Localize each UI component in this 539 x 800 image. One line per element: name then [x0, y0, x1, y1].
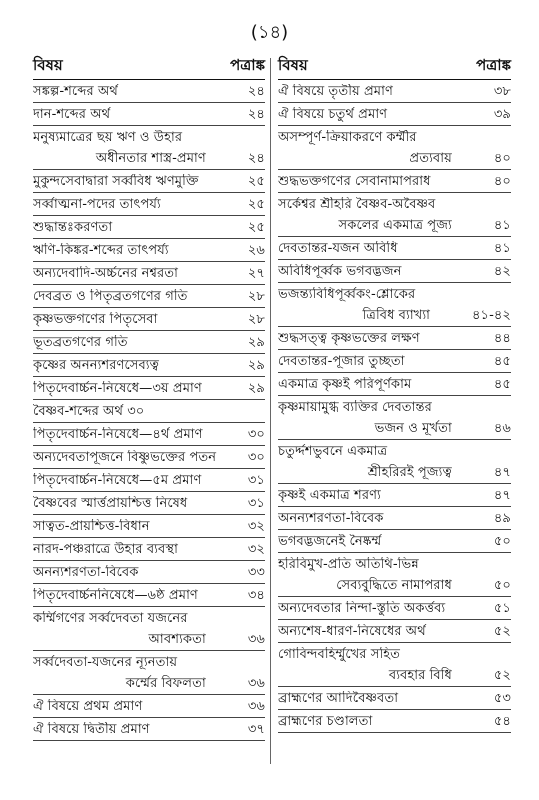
toc-entry	[33, 515, 265, 538]
column-divider	[270, 58, 271, 764]
toc-entry-page: ৪১	[493, 218, 511, 233]
toc-entry-title	[278, 107, 490, 123]
toc-entry	[278, 170, 511, 193]
toc-entry-text: সাত্বত-প্রায়শ্চিত্ত-বিধান	[33, 519, 150, 534]
toc-entry-text: অনন্যশরণতা-বিবেক	[278, 511, 384, 526]
toc-entry-text: সঙ্কল্প-শব্দের অর্থ	[33, 84, 118, 99]
toc-entry-title	[33, 699, 244, 715]
toc-entry-title	[33, 565, 244, 581]
toc-entry	[33, 718, 265, 741]
toc-entry	[278, 484, 511, 507]
toc-entry	[278, 283, 511, 327]
toc-entry	[33, 538, 265, 561]
toc-entry-title	[278, 197, 490, 234]
toc-entry-title	[278, 84, 490, 100]
toc-entry-text: বৈষ্ণবের স্মার্ত্তপ্রায়শ্চিত্ত নিষেধ	[33, 496, 188, 511]
toc-entry-title	[33, 266, 244, 282]
toc-entry-page: ২৮	[247, 289, 265, 304]
page-number: (১৪)	[250, 22, 289, 43]
toc-entry-text: অন্যদেবতাপূজনে বিষ্ণুভক্তের পতন	[33, 450, 217, 465]
toc-entry	[33, 126, 265, 170]
toc-entry-title	[33, 130, 244, 167]
toc-entry	[33, 308, 265, 331]
toc-entry-title	[33, 220, 244, 236]
toc-entry-title	[33, 542, 244, 558]
toc-entry-text-continued: অধীনতার শাস্ত্র-প্রমাণ	[95, 151, 206, 166]
toc-entry-page: ৩০	[247, 450, 265, 465]
toc-entry-page: ২৯	[247, 381, 265, 396]
toc-entry-text: চতুর্দ্দশভুবনে একমাত্র	[278, 444, 388, 459]
toc-entry-text: ঋণি-কিঙ্কর-শব্দের তাৎপর্য্য	[33, 243, 169, 258]
right-entry-list	[278, 80, 511, 733]
page-header: পত্রাঙ্ক	[476, 56, 511, 74]
toc-entry-page: ২৫	[247, 197, 265, 212]
toc-entry-text: অন্যশেষ-ধারণ-নিষেধের অর্থ	[278, 624, 426, 639]
toc-entry-page: ৪৭	[493, 465, 511, 480]
toc-entry	[33, 469, 265, 492]
toc-entry-page: ৩৬	[247, 699, 265, 714]
toc-entry-title	[33, 519, 244, 535]
toc-entry-text: ব্রাহ্মণের চণ্ডালতা	[278, 714, 373, 729]
toc-entry-text: কৃষ্ণভক্তগণের পিতৃসেবা	[33, 312, 158, 327]
toc-entry-page: ৪৪	[493, 331, 511, 346]
toc-entry-page: ৩৩	[247, 565, 265, 580]
toc-entry-page: ৩২	[247, 542, 265, 557]
toc-entry-title	[278, 130, 490, 167]
subject-header: বিষয়	[33, 56, 63, 74]
toc-entry-page: ৩৬	[247, 632, 265, 647]
toc-entry-text: কৃষ্ণই একমাত্র শরণ্য	[278, 488, 381, 503]
toc-entry-text: সর্কেশ্বর শ্রীহরি বৈষ্ণব-অবৈষ্ণব	[278, 197, 436, 212]
toc-entry-page: ৪০	[493, 174, 511, 189]
toc-entry-text: পিতৃদেবার্চ্চননিষেধে—৬ষ্ঠ প্রমাণ	[33, 588, 198, 603]
left-entry-list	[33, 80, 265, 741]
toc-entry-title	[278, 354, 490, 370]
toc-entry-text: দান-শব্দের অর্থ	[33, 107, 111, 122]
toc-entry-text: কর্ম্মিগণের সর্ব্বদেবতা যজনের	[33, 611, 188, 626]
toc-entry-page: ৪৬	[493, 421, 511, 436]
toc-entry-page: ৪১	[493, 241, 511, 256]
toc-entry	[278, 260, 511, 283]
toc-entry-text: অবিধিপূর্ব্বক ভগবদ্ভজন	[278, 264, 402, 279]
right-column-header	[278, 55, 511, 80]
toc-entry-text: গোবিন্দবহির্ম্মুখের সহিত	[278, 647, 401, 662]
toc-entry-page: ৪০	[493, 151, 511, 166]
toc-entry	[33, 377, 265, 400]
toc-entry-page: ৩৬	[247, 676, 265, 691]
toc-entry	[278, 643, 511, 687]
toc-entry-text: শুদ্ধান্তঃকরণতা	[33, 220, 113, 235]
toc-entry-text: ঐ বিষয়ে দ্বিতীয় প্রমাণ	[33, 722, 150, 737]
toc-entry-page: ২৭	[247, 266, 265, 281]
toc-right-column	[278, 55, 511, 733]
toc-entry-text: মুকুন্দসেবাদ্বারা সর্ব্ববিধ ঋণমুক্তি	[33, 174, 199, 189]
toc-entry-title	[33, 174, 244, 190]
toc-entry-title	[278, 264, 490, 280]
toc-entry-page: ৩০	[247, 427, 265, 442]
toc-entry-text: সর্ব্বদেবতা-যজনের ন্যূনতায়	[33, 655, 178, 670]
toc-entry-text: সর্ব্বাত্মনা-পদের তাৎপর্য্য	[33, 197, 161, 212]
toc-entry-page: ৪৭	[493, 488, 511, 503]
toc-entry-page: ৫২	[493, 624, 511, 639]
toc-entry-text-continued: শ্রীহরিরই পূজ্যত্ব	[367, 465, 452, 480]
toc-entry-title	[33, 427, 244, 443]
toc-entry-text: ভূতব্রতগণের গতি	[33, 335, 128, 350]
toc-entry-text-continued: কর্ম্মের বিফলতা	[125, 676, 206, 691]
toc-entry-title	[278, 488, 490, 504]
toc-entry-title	[278, 174, 490, 190]
toc-entry-title	[33, 722, 244, 738]
toc-entry-title	[278, 714, 490, 730]
toc-entry	[33, 446, 265, 469]
toc-entry-text-continued: প্রত্যবায়	[409, 151, 452, 166]
toc-entry-title	[33, 381, 244, 397]
toc-entry-text-continued: ত্রিবিধ ব্যাখ্যা	[362, 308, 430, 323]
toc-entry	[33, 423, 265, 446]
toc-entry-title	[33, 496, 244, 512]
toc-entry-page: ৫০	[493, 578, 511, 593]
toc-entry-title	[33, 588, 244, 604]
toc-entry-page: ৩৮	[493, 84, 511, 99]
toc-entry	[278, 440, 511, 484]
toc-entry	[278, 553, 511, 597]
toc-entry-text: নারদ-পঞ্চরাত্রে উহার ব্যবস্থা	[33, 542, 178, 557]
toc-entry-page: ৩১	[247, 473, 265, 488]
toc-entry-title	[33, 473, 244, 489]
toc-entry-title	[278, 444, 490, 481]
toc-entry	[278, 350, 511, 373]
toc-entry	[33, 170, 265, 193]
toc-entry-text: পিতৃদেবার্চ্চন-নিষেধে—৫ম প্রমাণ	[33, 473, 202, 488]
toc-entry-text: পিতৃদেবার্চ্চন-নিষেধে—৩য় প্রমাণ	[33, 381, 202, 396]
toc-entry-text: ঐ বিষয়ে চতুর্থ প্রমাণ	[278, 107, 388, 122]
toc-entry-text: ব্রাহ্মণের আদিবৈষ্ণবতা	[278, 691, 399, 706]
toc-entry-title	[33, 335, 244, 351]
toc-entry-title	[278, 557, 490, 594]
toc-entry-page: ২৫	[247, 174, 265, 189]
toc-entry	[33, 584, 265, 607]
toc-entry-text: কৃষ্ণমায়ামুগ্ধ ব্যক্তির দেবতান্তর	[278, 400, 432, 415]
toc-entry	[278, 620, 511, 643]
toc-entry-text: বৈষ্ণব-শব্দের অর্থ ৩০	[33, 404, 145, 419]
toc-entry-text: হরিবিমুখ-প্রতি অতিথি-ভিন্ন	[278, 557, 419, 572]
toc-entry-page: ৪৫	[493, 354, 511, 369]
toc-entry-page: ৫২	[493, 668, 511, 683]
page-header: পত্রাঙ্ক	[230, 56, 265, 74]
toc-entry-text: দেবতান্তর-পূজার তুচ্ছতা	[278, 354, 405, 369]
toc-entry-page: ২৪	[247, 84, 265, 99]
toc-entry-page: ২৬	[247, 243, 265, 258]
toc-entry-text: দেবতান্তর-যজন অবিধি	[278, 241, 398, 256]
toc-entry	[278, 530, 511, 553]
toc-entry-page: ৫১	[493, 601, 511, 616]
toc-entry-page: ৪১-৪২	[471, 308, 511, 323]
toc-entry	[278, 237, 511, 260]
toc-entry	[33, 354, 265, 377]
toc-entry-text: অন্যদেবতার নিন্দা-স্তুতি অকর্ত্তব্য	[278, 601, 446, 616]
toc-entry-text: শুদ্ধসত্ত্ব কৃষ্ণভক্তের লক্ষণ	[278, 331, 420, 346]
toc-entry	[33, 400, 265, 423]
toc-entry-title	[33, 655, 244, 692]
toc-entry-text: অন্যদেবাদি-অর্চ্চনের নশ্বরতা	[33, 266, 178, 281]
toc-entry	[278, 373, 511, 396]
toc-entry-title	[33, 197, 244, 213]
toc-entry	[278, 327, 511, 350]
toc-left-column	[33, 55, 265, 741]
subject-header: বিষয়	[278, 56, 308, 74]
toc-entry-text: দেবব্রত ও পিতৃব্রতগণের গতি	[33, 289, 188, 304]
toc-entry-page: ৪৯	[493, 511, 511, 526]
toc-entry-text: ঐ বিষয়ে তৃতীয় প্রমাণ	[278, 84, 393, 99]
toc-entry	[33, 561, 265, 584]
toc-entry	[33, 193, 265, 216]
left-column-header	[33, 55, 265, 80]
toc-entry-page: ৩১	[247, 496, 265, 511]
toc-entry-title	[33, 358, 244, 374]
toc-entry	[278, 193, 511, 237]
toc-entry-title	[278, 241, 490, 257]
toc-entry-page: ৫৩	[493, 691, 511, 706]
toc-entry-title	[278, 534, 490, 550]
toc-entry	[278, 396, 511, 440]
toc-entry-title	[33, 404, 261, 420]
toc-entry-page: ২৯	[247, 335, 265, 350]
toc-entry-text: ঐ বিষয়ে প্রথম প্রমাণ	[33, 699, 143, 714]
toc-entry-title	[278, 691, 490, 707]
toc-entry-page: ৩৯	[493, 107, 511, 122]
toc-entry-title	[33, 450, 244, 466]
toc-entry-text-continued: সেব্যবুদ্ধিতে নামাপরাধ	[336, 578, 452, 593]
toc-entry-page: ৩৪	[247, 588, 265, 603]
toc-entry-text: অনন্যশরণতা-বিবেক	[33, 565, 139, 580]
toc-entry-text: পিতৃদেবার্চ্চন-নিষেধে—৪র্থ প্রমাণ	[33, 427, 203, 442]
toc-entry	[33, 607, 265, 651]
toc-entry-title	[33, 243, 244, 259]
toc-entry	[33, 331, 265, 354]
toc-entry-text: একমাত্র কৃষ্ণই পরিপূর্ণকাম	[278, 377, 412, 392]
toc-entry	[278, 710, 511, 733]
toc-entry	[33, 651, 265, 695]
toc-entry	[33, 262, 265, 285]
toc-entry	[33, 492, 265, 515]
toc-entry-title	[278, 287, 468, 324]
toc-entry-text: শুদ্ধভক্তগণের সেবানামাপরাধ	[278, 174, 431, 189]
toc-entry	[278, 126, 511, 170]
toc-entry-page: ৫৪	[493, 714, 511, 729]
toc-entry-title	[33, 312, 244, 328]
toc-entry	[278, 507, 511, 530]
toc-entry-text-continued: আবশ্যকতা	[148, 632, 206, 647]
toc-entry-title	[278, 377, 490, 393]
toc-entry	[33, 695, 265, 718]
toc-entry-page: ৩৭	[247, 722, 265, 737]
toc-entry-page: ৫০	[493, 534, 511, 549]
toc-entry	[33, 216, 265, 239]
toc-entry-page: ৪৫	[493, 377, 511, 392]
toc-entry	[278, 80, 511, 103]
toc-entry-title	[33, 84, 244, 100]
toc-entry-text-continued: ব্যবহার বিধি	[388, 668, 452, 683]
toc-entry-page: ২৪	[247, 107, 265, 122]
toc-entry	[278, 103, 511, 126]
toc-entry-page: ৩২	[247, 519, 265, 534]
toc-entry-page: ২৯	[247, 358, 265, 373]
toc-entry	[278, 597, 511, 620]
toc-entry-text-continued: ভজন ও মূর্খতা	[374, 421, 452, 436]
toc-entry-title	[278, 511, 490, 527]
toc-entry-title	[278, 647, 490, 684]
toc-entry-page: ৪২	[493, 264, 511, 279]
toc-entry-title	[278, 601, 490, 617]
toc-entry-text: ভগবদ্ভজনেই নৈষ্কর্ম্ম	[278, 534, 382, 549]
toc-entry	[33, 285, 265, 308]
toc-entry	[33, 80, 265, 103]
toc-entry	[33, 103, 265, 126]
toc-entry-title	[33, 611, 244, 648]
toc-entry-page: ২৮	[247, 312, 265, 327]
toc-entry-text-continued: সকলের একমাত্র পূজ্য	[338, 218, 452, 233]
toc-entry-title	[278, 624, 490, 640]
toc-entry-text: মনুষ্যমাত্রের ছয় ঋণ ও উহার	[33, 130, 183, 145]
toc-entry-text: ভজন্ত্যবিধিপূর্ব্বকং-শ্লোকের	[278, 287, 416, 302]
toc-entry-text: কৃষ্ণের অনন্যশরণসেব্যত্ব	[33, 358, 160, 373]
toc-entry-page: ২৫	[247, 220, 265, 235]
toc-entry	[278, 687, 511, 710]
toc-entry-page: ২৪	[247, 151, 265, 166]
toc-entry-title	[278, 400, 490, 437]
toc-entry-text: অসম্পূর্ণ-ক্রিয়াকরণে কর্ম্মীর	[278, 130, 417, 145]
toc-entry-title	[33, 107, 244, 123]
toc-entry	[33, 239, 265, 262]
toc-entry-title	[33, 289, 244, 305]
toc-entry-title	[278, 331, 490, 347]
